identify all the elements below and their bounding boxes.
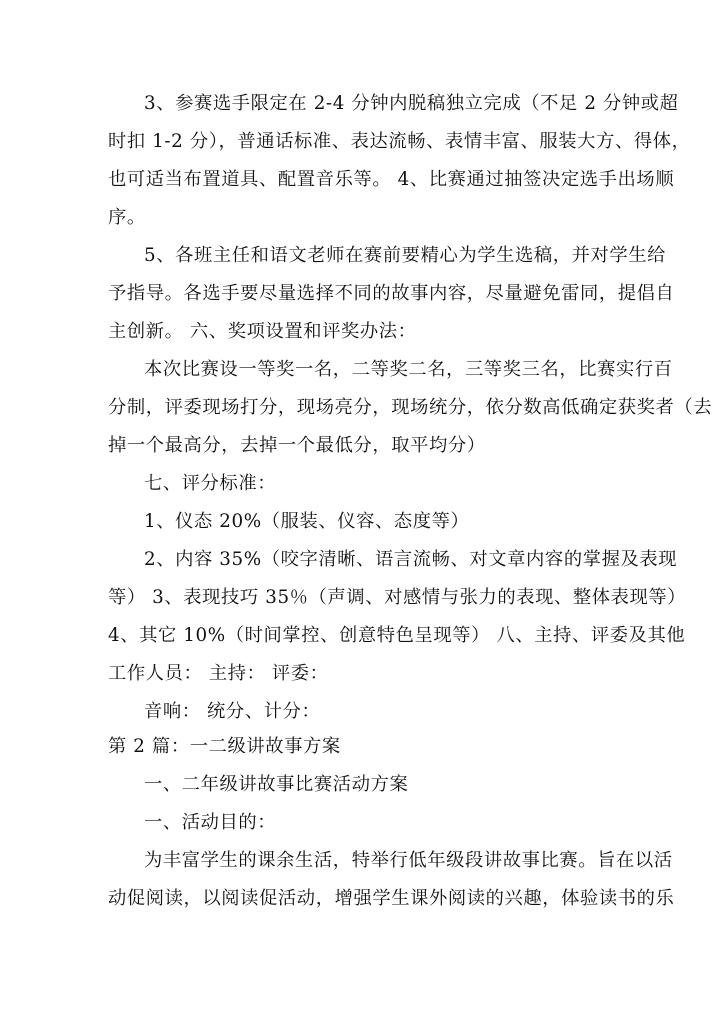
text-line: 本次比赛设一等奖一名，二等奖二名，三等奖三名，比赛实行百 <box>144 359 673 380</box>
text-line: 等） 3、表现技巧 35％（声调、对感情与张力的表现、整体表现等） <box>108 587 687 608</box>
text-line: 序。 <box>108 207 146 228</box>
text-line: 时扣 1-2 分），普通话标准、表达流畅、表情丰富、服装大方、得体， <box>108 131 691 152</box>
chapter-title: 第 2 篇：一二级讲故事方案 <box>108 736 341 757</box>
text-line: 4、其它 10%（时间掌控、创意特色呈现等） 八、主持、评委及其他 <box>108 625 686 646</box>
text-line: 5、各班主任和语文老师在赛前要精心为学生选稿，并对学生给 <box>144 245 667 266</box>
text-line: 分制，评委现场打分，现场亮分，现场统分，依分数高低确定获奖者（去 <box>108 397 713 418</box>
text-line: 3、参赛选手限定在 2-4 分钟内脱稿独立完成（不足 2 分钟或超 <box>144 93 679 114</box>
section-heading: 一、二年级讲故事比赛活动方案 <box>144 774 409 795</box>
text-line: 1、仪态 20%（服装、仪容、态度等） <box>144 511 470 532</box>
text-line: 工作人员： 主持： 评委： <box>108 663 329 684</box>
text-line: 予指导。各选手要尽量选择不同的故事内容，尽量避免雷同，提倡自 <box>108 283 675 304</box>
section-heading: 一、活动目的： <box>144 812 277 833</box>
text-line: 2、内容 35%（咬字清晰、语言流畅、对文章内容的掌握及表现 <box>144 549 678 570</box>
text-line: 音响： 统分、计分： <box>144 701 321 722</box>
text-line: 为丰富学生的课余生活，特举行低年级段讲故事比赛。旨在以活 <box>144 850 673 871</box>
text-line: 也可适当布置道具、配置音乐等。 4、比赛通过抽签决定选手出场顺 <box>108 169 675 190</box>
section-heading: 七、评分标准： <box>144 473 277 494</box>
text-line: 动促阅读，以阅读促活动，增强学生课外阅读的兴趣，体验读书的乐 <box>108 888 675 909</box>
text-line: 掉一个最高分，去掉一个最低分，取平均分） <box>108 435 486 456</box>
text-line: 主创新。 六、奖项设置和评奖办法： <box>108 321 417 342</box>
